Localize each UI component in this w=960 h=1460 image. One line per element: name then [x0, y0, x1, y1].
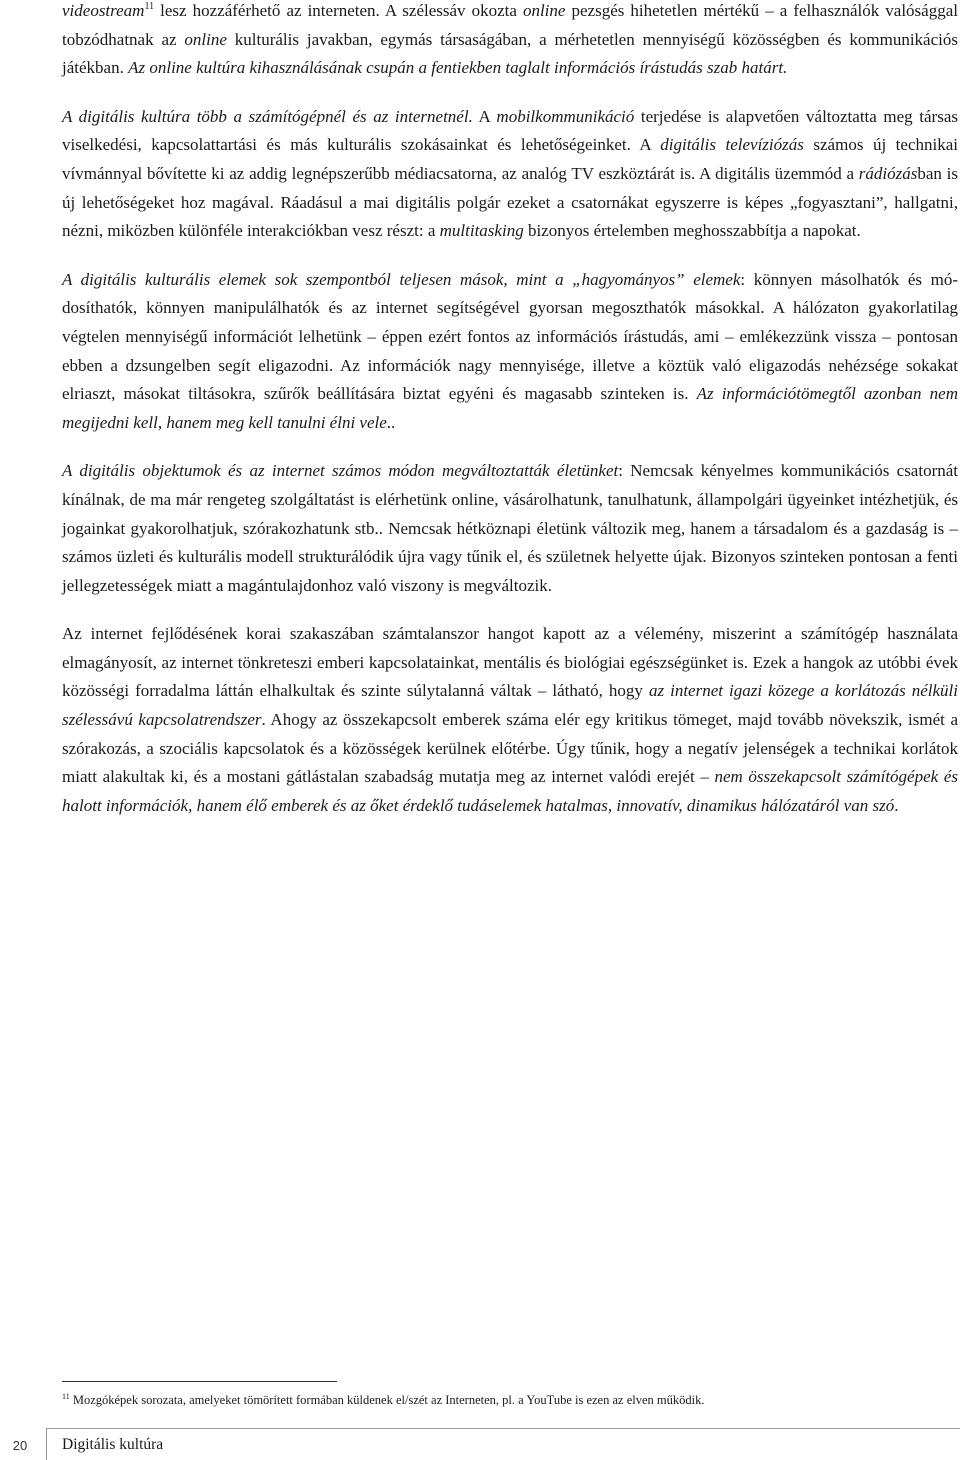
running-footer-title: Digitális kultúra	[62, 1436, 164, 1453]
paragraph	[62, 0, 958, 83]
text-run: pezsgés hihetetlen mértékű – a felhasználók valósággal tobzódhatnak az	[62, 1, 958, 49]
page-number: 20	[12, 1438, 28, 1453]
italic-text: az internet igazi közege a korlátozás nélküli szélessávú kapcsolatrendszer	[62, 681, 959, 730]
text-run: ..	[386, 412, 396, 432]
text-run: . Ahogy az összekapcsolt emberek száma elér egy kritikus tömeget, majd tovább növekszik, ismét a szórakozás, a szociális kapcsolatok és a közösségek kerülnek előtérbe. Úgy tűnik, hogy a negatív jelenségek a technikai korlátok miatt alakultak ki, és a mostani gátlástalan szabadság mutatja meg az internet valódi erejét –	[62, 710, 958, 787]
italic-text: digitális televíziózás	[660, 135, 804, 155]
text-run: terjedése is alapvetően változtatta meg társas viselkedési, kapcsolattartási és más kulturális szokásainkat és lehetőségeinket. A	[62, 106, 958, 155]
text-run: : könnyen másolhatók és módosíthatók, könnyen manipulálhatók és az internet segítségével gyorsan megoszthatók másokkal. A hálózaton gyakorlatilag végtelen mennyiségű információt lelhetünk – éppen ezért fontos az információs írástudás, ami – emlékezzünk vissza – pontosan ebben a dzsungelben segít eligazodni. Az információk nagy mennyisége, illetve a köztük való eligazodás nehézsége sokakat elriaszt, másokat tiltásokra, szűrők beállítására biztat egyéni és magasabb szinteken is.	[62, 269, 958, 404]
italic-text: multitasking	[439, 221, 524, 241]
italic-text: rádiózás	[858, 163, 918, 183]
italic-text: A digitális kulturális elemek sok szempontból teljesen mások, mint a „hagyományos” elemek	[62, 269, 741, 289]
text-run: kulturális javakban, egymás társaságában, a mérhetetlen mennyiségű közösségben és kommunikációs játékban.	[62, 29, 958, 78]
italic-text: online	[184, 29, 227, 49]
footnote-text: Mozgóképek sorozata, amelyeket tömörített formában küldenek el/szét az Interneten, pl. a YouTube is ezen az elven működik.	[69, 1393, 705, 1407]
paragraph	[62, 103, 958, 246]
footnote-divider	[62, 1381, 337, 1382]
italic-text: mobilkommunikáció	[496, 106, 635, 126]
paragraph	[62, 457, 958, 600]
body-text	[62, 0, 958, 820]
paragraph	[62, 266, 958, 438]
footnote-reference: 11	[144, 1, 155, 12]
footnote-number: 11	[62, 1392, 70, 1401]
italic-text: nem összekapcsolt számítógépek és halott információk, hanem élő emberek és az őket érdeklő tudáselemek hatalmas, innovatív, dinamikus hálózatáról van szó	[62, 767, 958, 815]
italic-text: Az információtömegtől azonban nem megijedni kell, hanem meg kell tanulni élni vele	[62, 384, 958, 432]
italic-text: A digitális objektumok és az internet számos módon megváltoztatták életünket	[62, 461, 619, 481]
text-run: .	[894, 795, 899, 815]
footer-vertical-divider	[46, 1428, 47, 1460]
paragraph	[62, 620, 958, 820]
text-run: : Nemcsak kényelmes kommunikációs csatornát kínálnak, de ma már rengeteg szolgáltatást is elérhetünk online, vásárolhatunk, tanulhatunk, állampolgári ügyeinket intézhetjük, és jogainkat gyakorolhatjuk, szórakozhatunk stb.. Nemcsak hétköznapi életünk változik meg, hanem a társadalom és a gazdaság is – számos üzleti és kulturális modell strukturálódik újra vagy tűnik el, és születnek helyette újak. Bizonyos szinteken pontosan a fenti jellegzetességek miatt a magántulajdonhoz való viszony is megváltozik.	[62, 461, 959, 595]
footer-divider	[46, 1428, 960, 1429]
italic-text: videostream	[62, 1, 145, 20]
text-run: Az internet fejlődésének korai szakaszában számtalanszor hangot kapott az a vélemény, miszerint a számítógép használata elmagányosít, az internet tönkreteszi emberi kapcsolatainkat, mentális és biológiai egészségünket is. Ezek a hangok az utóbbi évek közösségi forradalma láttán elhalkultak és szinte súlytalanná váltak – látható, hogy	[62, 624, 958, 701]
italic-text: Az online kultúra kihasználásának csupán a fentiekben taglalt információs írástudás szab határt.	[128, 58, 788, 78]
text-run: számos új technikai vívmánnyal bővítette ki az addig legnépszerűbb médiacsatorna, az analóg TV eszköztárát is. A digitális üzemmód a	[62, 135, 958, 183]
text-run: A	[472, 106, 497, 126]
italic-text: online	[522, 1, 566, 20]
footnote	[62, 1392, 942, 1408]
italic-text: A digitális kultúra több a számítógépnél és az internetnél.	[62, 106, 473, 126]
text-run: bizonyos értelemben meghosszabbítja a napokat.	[523, 221, 861, 241]
text-run: lesz hozzáférhető az interneten. A szélessáv okozta	[154, 1, 523, 20]
text-run: ban is új lehetőségeket hoz magával. Ráadásul a mai digitális polgár ezeket a csatornákat egyszerre is képes „fogyasztani”, hallgatni, nézni, miközben különféle interakciókban vesz részt: a	[62, 163, 958, 241]
